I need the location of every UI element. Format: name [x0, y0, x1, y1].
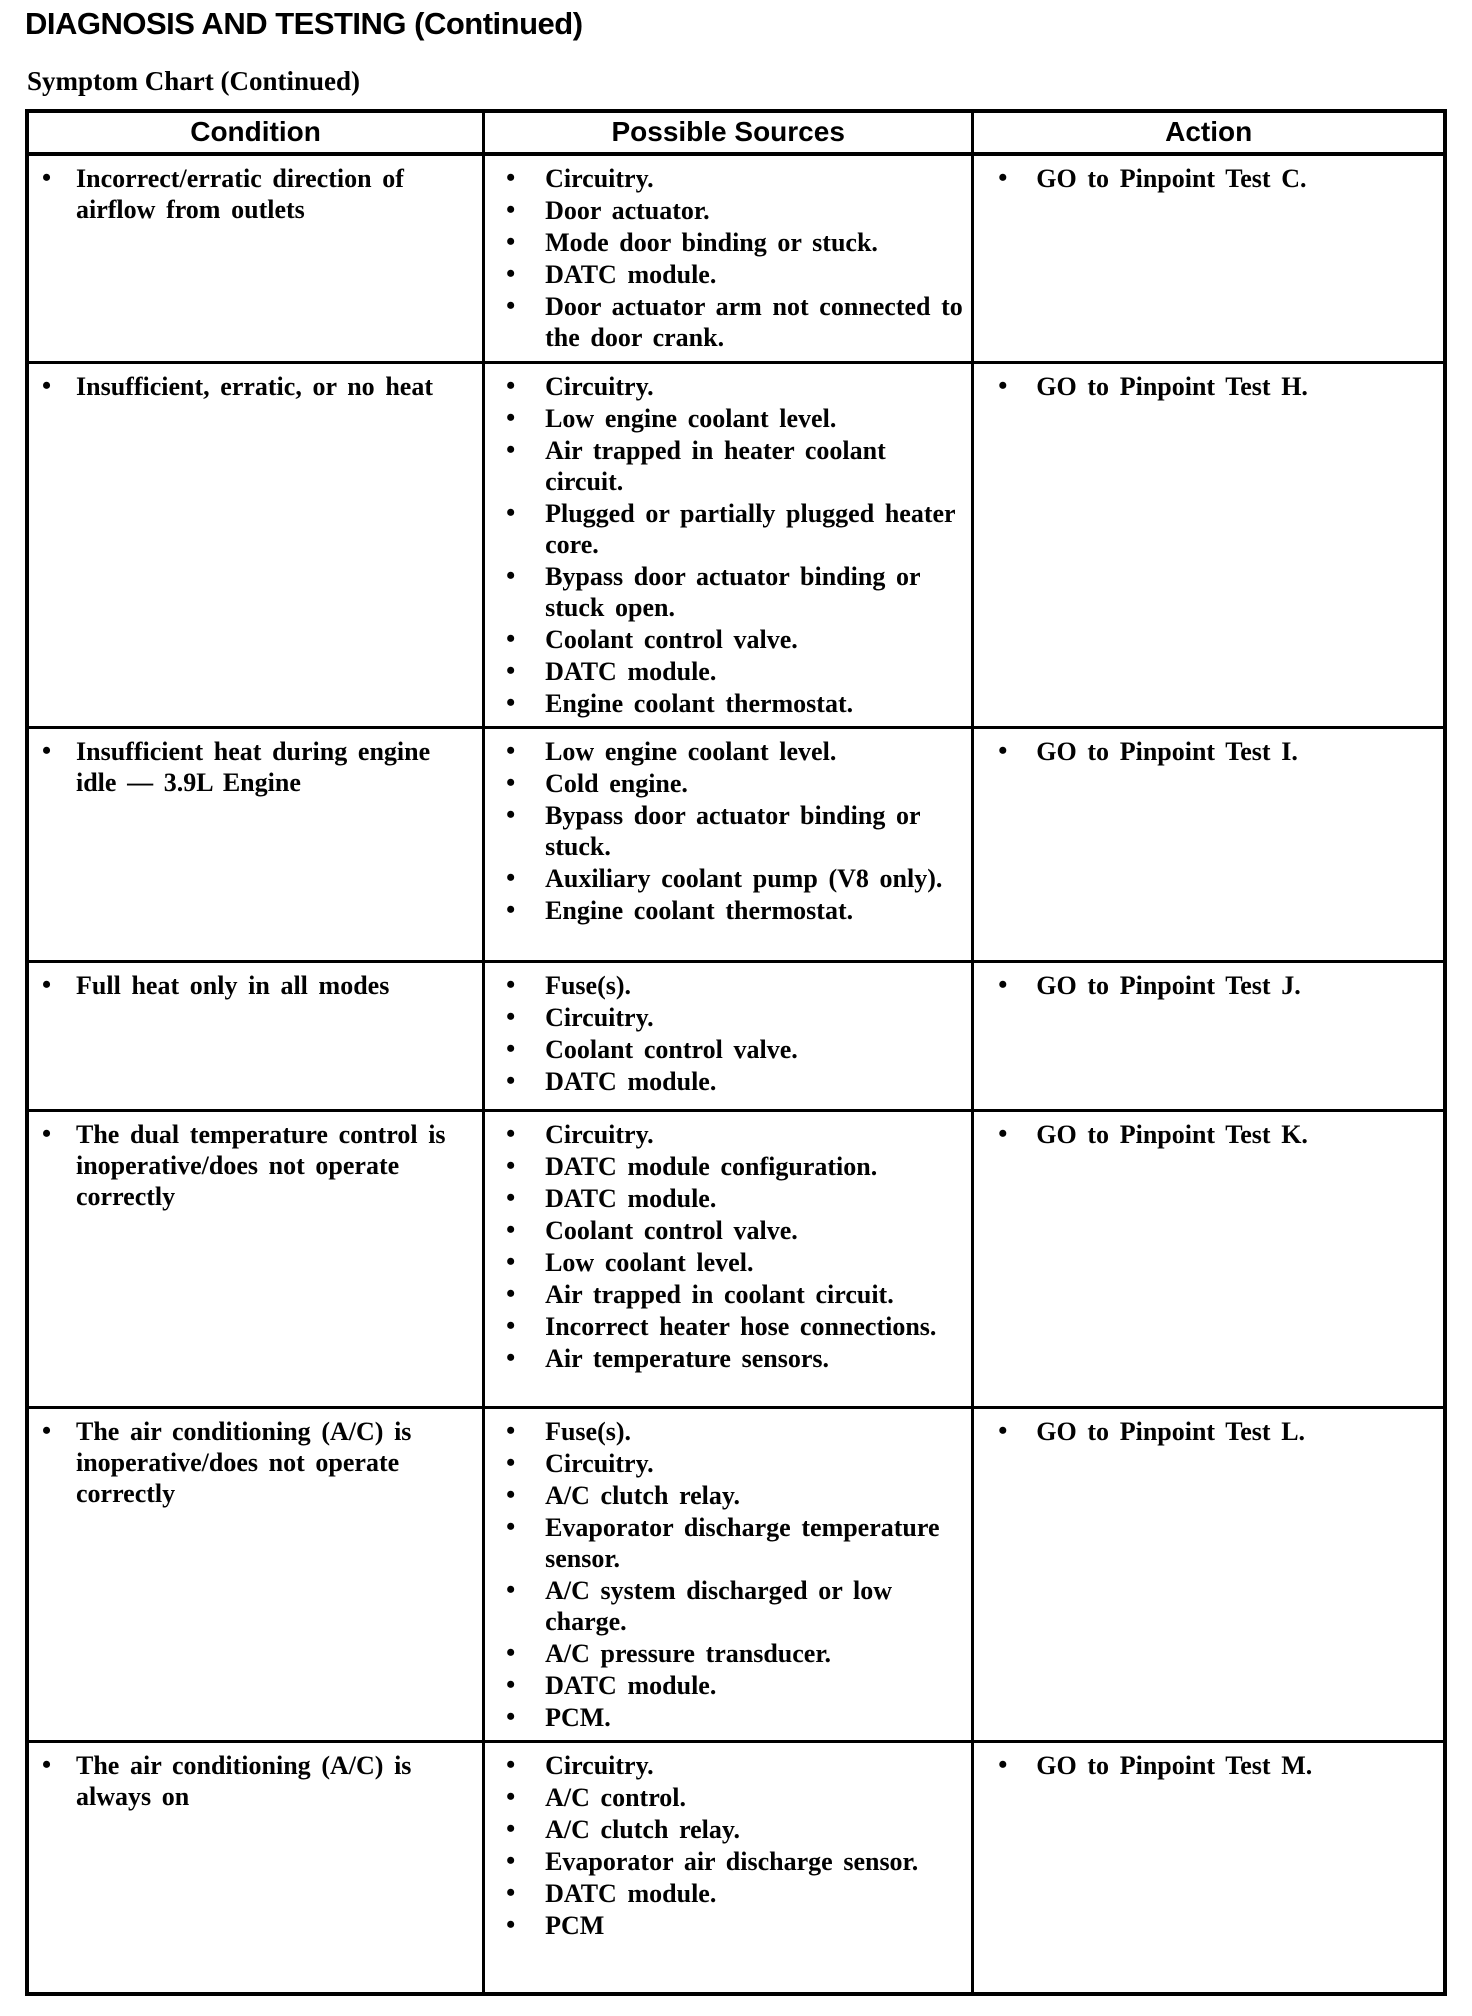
list-item: • The dual temperature control is inoperative/does not operate correctly: [29, 1119, 476, 1212]
list-item: • Circuitry.: [485, 371, 965, 402]
possible-sources-cell: [484, 1111, 973, 1408]
possible-sources-cell-list: [485, 1119, 965, 1374]
condition-cell-list: [29, 970, 476, 1001]
list-item: • Circuitry.: [485, 1448, 965, 1479]
list-item: • Auxiliary coolant pump (V8 only).: [485, 863, 965, 894]
table-row: [27, 154, 1445, 363]
condition-cell-list: [29, 736, 476, 798]
condition-cell: [27, 1408, 484, 1742]
action-cell-list: [974, 371, 1437, 402]
column-header-action: Action: [973, 111, 1445, 154]
action-cell-list: [974, 1119, 1437, 1150]
condition-cell-list: [29, 1750, 476, 1812]
section-subtitle: Symptom Chart (Continued): [27, 66, 361, 96]
list-item: • PCM.: [485, 1702, 965, 1733]
list-item: • DATC module.: [485, 259, 965, 290]
condition-cell: [27, 1111, 484, 1408]
list-item: • Full heat only in all modes: [29, 970, 476, 1001]
list-item: • Fuse(s).: [485, 970, 965, 1001]
condition-cell: [27, 363, 484, 728]
action-cell-list: [974, 736, 1437, 767]
possible-sources-cell: [484, 154, 973, 363]
list-item: • Circuitry.: [485, 1119, 965, 1150]
condition-cell: [27, 728, 484, 962]
table-row: [27, 962, 1445, 1111]
condition-cell-list: [29, 371, 476, 402]
list-item: • Door actuator.: [485, 195, 965, 226]
symptom-chart-table: [25, 109, 1447, 1996]
list-item: • Engine coolant thermostat.: [485, 895, 965, 926]
possible-sources-cell: [484, 1742, 973, 1995]
list-item: • Bypass door actuator binding or stuck.: [485, 800, 965, 862]
list-item: • Circuitry.: [485, 163, 965, 194]
table-header-row: [27, 111, 1445, 154]
list-item: • A/C control.: [485, 1782, 965, 1813]
condition-cell: [27, 962, 484, 1111]
table-row: [27, 1408, 1445, 1742]
list-item: • Insufficient heat during engine idle — 3.9L Engine: [29, 736, 476, 798]
list-item: • Evaporator air discharge sensor.: [485, 1846, 965, 1877]
condition-cell-list: [29, 1119, 476, 1212]
possible-sources-cell-list: [485, 1416, 965, 1733]
list-item: • Fuse(s).: [485, 1416, 965, 1447]
list-item: • GO to Pinpoint Test L.: [974, 1416, 1437, 1447]
table-row: [27, 728, 1445, 962]
action-cell: [973, 728, 1445, 962]
list-item: • DATC module.: [485, 1878, 965, 1909]
condition-cell-list: [29, 163, 476, 225]
table-row: [27, 363, 1445, 728]
list-item: • Coolant control valve.: [485, 1034, 965, 1065]
list-item: • Low coolant level.: [485, 1247, 965, 1278]
list-item: • Engine coolant thermostat.: [485, 688, 965, 719]
list-item: • GO to Pinpoint Test I.: [974, 736, 1437, 767]
list-item: • DATC module.: [485, 1670, 965, 1701]
list-item: • GO to Pinpoint Test M.: [974, 1750, 1437, 1781]
action-cell: [973, 154, 1445, 363]
list-item: • Coolant control valve.: [485, 624, 965, 655]
list-item: • GO to Pinpoint Test H.: [974, 371, 1437, 402]
symptom-chart-body: [27, 154, 1445, 1994]
table-row: [27, 1742, 1445, 1995]
list-item: • Insufficient, erratic, or no heat: [29, 371, 476, 402]
possible-sources-cell: [484, 728, 973, 962]
column-header-possible-sources: Possible Sources: [484, 111, 973, 154]
list-item: • A/C pressure transducer.: [485, 1638, 965, 1669]
list-item: • Circuitry.: [485, 1002, 965, 1033]
possible-sources-cell-list: [485, 970, 965, 1097]
table-row: [27, 1111, 1445, 1408]
list-item: • Air temperature sensors.: [485, 1343, 965, 1374]
list-item: • Incorrect heater hose connections.: [485, 1311, 965, 1342]
list-item: • Mode door binding or stuck.: [485, 227, 965, 258]
action-cell-list: [974, 1416, 1437, 1447]
list-item: • Circuitry.: [485, 1750, 965, 1781]
possible-sources-cell: [484, 962, 973, 1111]
possible-sources-cell-list: [485, 371, 965, 719]
list-item: • GO to Pinpoint Test K.: [974, 1119, 1437, 1150]
list-item: • A/C clutch relay.: [485, 1480, 965, 1511]
list-item: • DATC module.: [485, 1066, 965, 1097]
list-item: • Air trapped in heater coolant circuit.: [485, 435, 965, 497]
list-item: • Low engine coolant level.: [485, 736, 965, 767]
list-item: • Coolant control valve.: [485, 1215, 965, 1246]
action-cell: [973, 1111, 1445, 1408]
possible-sources-cell-list: [485, 1750, 965, 1941]
action-cell: [973, 1742, 1445, 1995]
list-item: • GO to Pinpoint Test C.: [974, 163, 1437, 194]
action-cell-list: [974, 163, 1437, 194]
condition-cell: [27, 1742, 484, 1995]
condition-cell: [27, 154, 484, 363]
list-item: • DATC module.: [485, 1183, 965, 1214]
list-item: • Plugged or partially plugged heater core.: [485, 498, 965, 560]
list-item: • Air trapped in coolant circuit.: [485, 1279, 965, 1310]
list-item: • Evaporator discharge temperature sensor.: [485, 1512, 965, 1574]
list-item: • Door actuator arm not connected to the door crank.: [485, 291, 965, 353]
list-item: • Low engine coolant level.: [485, 403, 965, 434]
possible-sources-cell-list: [485, 736, 965, 926]
possible-sources-cell: [484, 1408, 973, 1742]
list-item: • DATC module configuration.: [485, 1151, 965, 1182]
list-item: • Bypass door actuator binding or stuck open.: [485, 561, 965, 623]
list-item: • The air conditioning (A/C) is inoperative/does not operate correctly: [29, 1416, 476, 1509]
list-item: • Cold engine.: [485, 768, 965, 799]
list-item: • A/C system discharged or low charge.: [485, 1575, 965, 1637]
possible-sources-cell-list: [485, 163, 965, 353]
action-cell: [973, 1408, 1445, 1742]
list-item: • GO to Pinpoint Test J.: [974, 970, 1437, 1001]
list-item: • A/C clutch relay.: [485, 1814, 965, 1845]
list-item: • Incorrect/erratic direction of airflow from outlets: [29, 163, 476, 225]
condition-cell-list: [29, 1416, 476, 1509]
list-item: • DATC module.: [485, 656, 965, 687]
action-cell: [973, 962, 1445, 1111]
action-cell: [973, 363, 1445, 728]
action-cell-list: [974, 970, 1437, 1001]
action-cell-list: [974, 1750, 1437, 1781]
list-item: • PCM: [485, 1910, 965, 1941]
page-title: DIAGNOSIS AND TESTING (Continued): [25, 6, 583, 41]
column-header-condition: Condition: [27, 111, 484, 154]
possible-sources-cell: [484, 363, 973, 728]
list-item: • The air conditioning (A/C) is always on: [29, 1750, 476, 1812]
